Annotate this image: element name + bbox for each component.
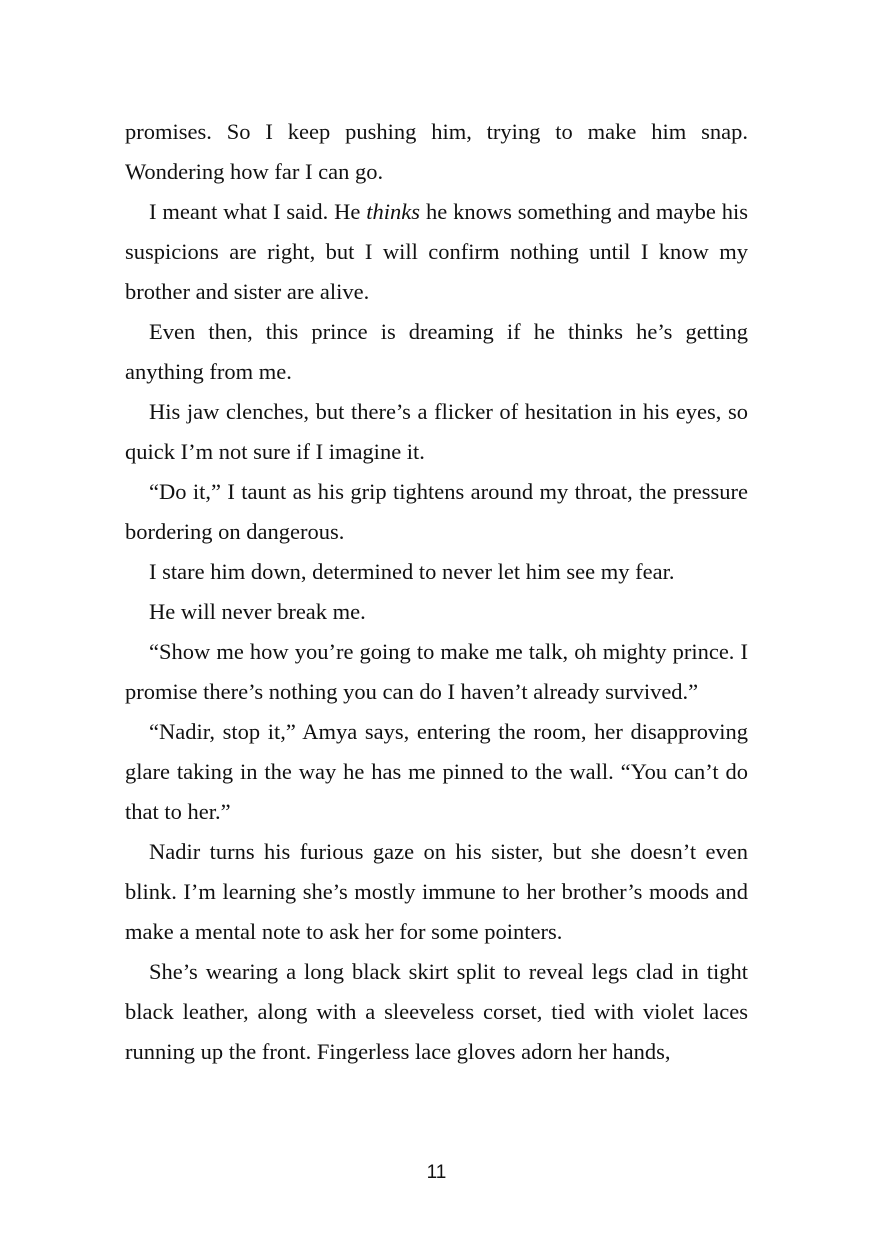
emphasis-thinks: thinks [366,199,421,224]
paragraph-8: “Show me how you’re going to make me talk, oh mighty prince. I promise there’s nothing you can do I haven’t already survived.” [125,639,748,704]
paragraph-2 [125,192,748,312]
body-text [125,112,748,1072]
paragraph-9: “Nadir, stop it,” Amya says, entering the room, her disapproving glare taking in the way he has me pinned to the wall. “You can’t do that to her.” [125,719,748,824]
paragraph-2-end: he knows something and maybe his suspicions are right, but I will confirm nothing until I know my brother and sister are alive. [125,199,748,304]
paragraph-4: His jaw clenches, but there’s a flicker of hesitation in his eyes, so quick I’m not sure if I imagine it. [125,399,748,464]
paragraph-6: I stare him down, determined to never let him see my fear. [149,559,675,584]
paragraph-3: Even then, this prince is dreaming if he thinks he’s getting anything from me. [125,319,748,384]
paragraph-2-start: I meant what I said. He [149,199,367,224]
paragraph-7: He will never break me. [149,599,366,624]
paragraph-11: She’s wearing a long black skirt split to reveal legs clad in tight black leather, along with a sleeveless corset, tied with violet laces running up the front. Fingerless lace gloves adorn her hands, [125,959,748,1064]
paragraph-1: promises. So I keep pushing him, trying to make him snap. Wondering how far I can go. [125,119,748,184]
paragraph-5: “Do it,” I taunt as his grip tightens around my throat, the pressure bordering on dangerous. [125,479,748,544]
paragraph-10: Nadir turns his furious gaze on his sister, but she doesn’t even blink. I’m learning she’s mostly immune to her brother’s moods and make a mental note to ask her for some pointers. [125,839,748,944]
page-number: 11 [426,1162,447,1183]
